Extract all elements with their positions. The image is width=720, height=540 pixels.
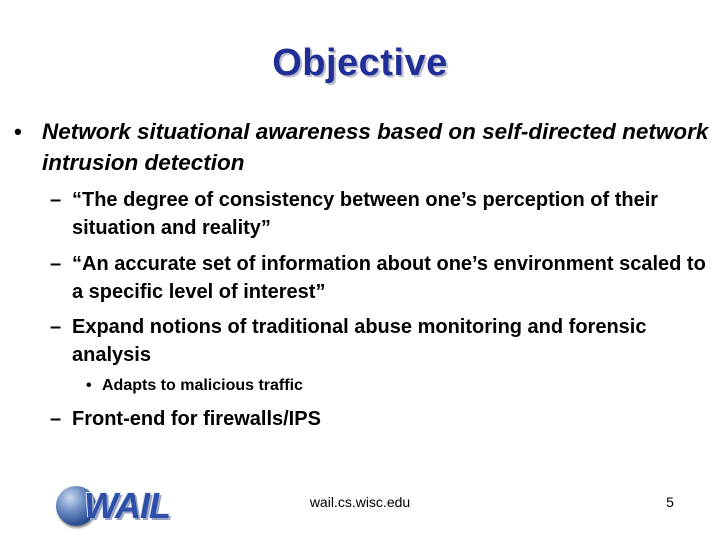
bullet-level-1 bbox=[14, 116, 720, 178]
sub-bullet-front-end bbox=[50, 405, 720, 433]
sub-bullet-text: Expand notions of traditional abuse monitoring and forensic analysis bbox=[72, 316, 647, 366]
sub-sub-bullet-text: Adapts to malicious traffic bbox=[102, 377, 303, 394]
sub-bullet-text: “The degree of consistency between one’s perception of their situation and reality” bbox=[72, 189, 659, 239]
dash-marker: – bbox=[50, 253, 62, 275]
sub-bullet-definition-1 bbox=[50, 186, 720, 242]
bullet-marker: • bbox=[86, 377, 92, 394]
logo-wordmark: WAIL bbox=[84, 485, 170, 526]
slide-title: Objective bbox=[272, 42, 448, 84]
sub-bullet-text: “An accurate set of information about one’s environment scaled to a specific level of interest” bbox=[72, 253, 706, 303]
sub-bullet-expand-notions bbox=[50, 313, 720, 369]
page-number: 5 bbox=[666, 494, 674, 510]
dash-marker: – bbox=[50, 316, 62, 338]
sub-sub-bullet bbox=[86, 375, 702, 397]
sub-bullet-text: Front-end for firewalls/IPS bbox=[72, 408, 321, 430]
wail-logo bbox=[54, 484, 180, 530]
dash-marker: – bbox=[50, 189, 62, 211]
bullet-marker: • bbox=[14, 119, 22, 144]
dash-marker: – bbox=[50, 408, 62, 430]
bullet-text: Network situational awareness based on self-directed network intrusion detection bbox=[42, 119, 709, 175]
footer-url: wail.cs.wisc.edu bbox=[309, 494, 411, 510]
sub-bullet-definition-2 bbox=[50, 250, 720, 306]
